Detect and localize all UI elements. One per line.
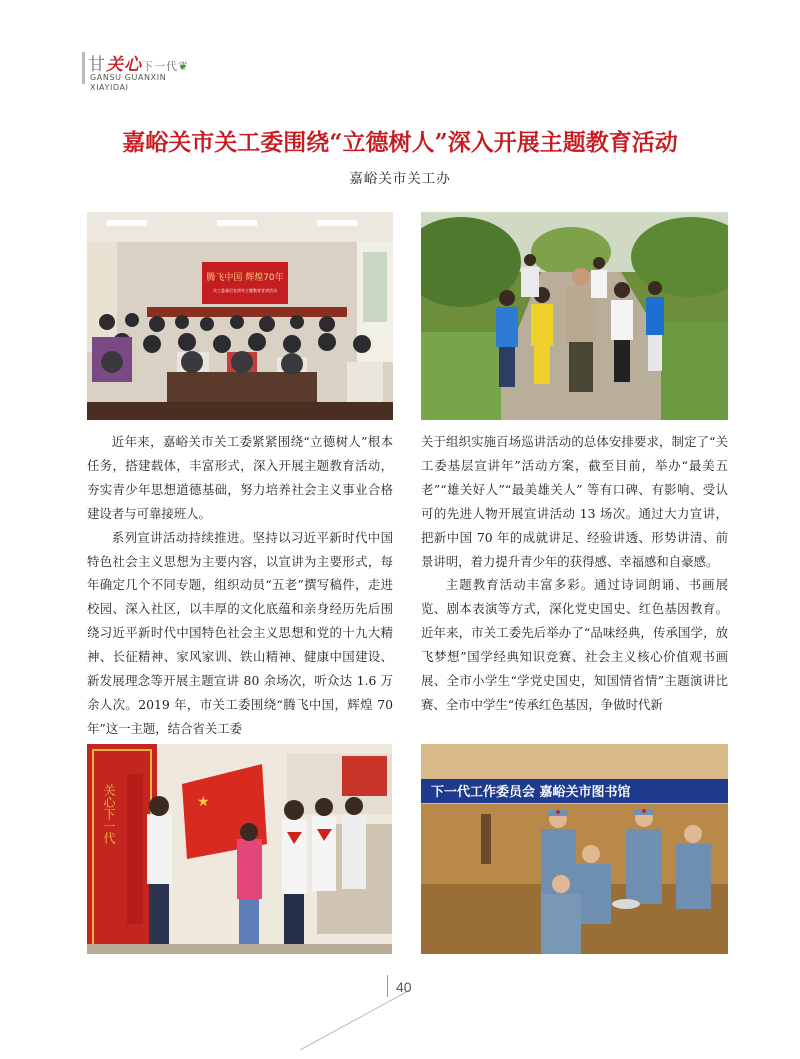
article-title: 嘉峪关市关工委围绕“立德树人”深入开展主题教育活动	[122, 129, 678, 156]
screen-title: 腾飞中国 辉煌70年	[206, 273, 284, 283]
photo-lecture-hall	[87, 212, 393, 420]
svg-text:★: ★	[197, 794, 210, 810]
magazine-logo	[82, 50, 192, 102]
banner-text: 关心下一代	[102, 784, 116, 844]
article-author: 嘉峪关市关工办	[349, 171, 451, 187]
text-column-right	[421, 430, 728, 717]
text-column-left	[87, 430, 393, 741]
logo-title: 甘关心下一代❦	[88, 55, 190, 75]
photo-children-flag	[87, 744, 392, 954]
photo-elder-children-walk	[421, 212, 728, 420]
stage-sign-text: 下一代工作委员会 嘉峪关市图书馆	[431, 785, 631, 800]
paragraph: 系列宣讲活动持续推进。坚持以习近平新时代中国特色社会主义思想为主要内容，以宣讲为主要形式，每年确定几个不同专题，组织动员“五老”撰写稿件，走进校园、深入社区，以丰厚的文化底蕴和亲身经历先后围绕习近平新时代中国特色社会主义思想和党的十九大精神、长征精神、家风家训、铁山精神、健康中国建设、新发展理念等开展主题宣讲 80 余场次，听众达 1.6 万余人次。2019 年，市关工委围绕“腾飞中国，辉煌 70 年”这一主题，结合省关工委	[87, 529, 393, 736]
photo-stage-performance	[421, 744, 728, 954]
folio-decoration	[300, 990, 410, 1050]
paragraph: 主题教育活动丰富多彩。通过诗词朗诵、书画展览、剧本表演等方式，深化党史国史、红色基因教育。近年来，市关工委先后举办了“品味经典，传承国学，放飞梦想”国学经典知识竞赛、社会主义核心价值观书画展、全市小学生“学党史国史，知国情省情”主题演讲比赛、全市中学生“传承红色基因，争做时代新	[421, 577, 728, 712]
paragraph: 关于组织实施百场巡讲活动的总体安排要求，制定了“关工委基层宣讲年”活动方案，截至目前，举办“最美五老”“雄关好人”“最美雄关人” 等有口碑、有影响、受认可的先进人物开展宣讲活动 13 场次。通过大力宣讲，把新中国 70 年的成就讲足、经验讲透、形势讲清、前景讲明，着力提升青少年的获得感、幸福感和自豪感。	[421, 434, 728, 569]
paragraph: 近年来，嘉峪关市关工委紧紧围绕“立德树人”根本任务，搭建载体，丰富形式，深入开展主题教育活动，夯实青少年思想道德基础，努力培养社会主义事业合格建设者与可靠接班人。	[87, 434, 393, 521]
logo-bar	[82, 52, 85, 84]
page-number: 40	[396, 979, 412, 995]
screen-subtitle: 关工委基层宣讲年主题教育宣讲活动	[213, 288, 277, 293]
leaf-icon: ❦	[178, 59, 190, 73]
logo-english: GANSU GUANXIN XIAYIDAI	[90, 73, 167, 92]
